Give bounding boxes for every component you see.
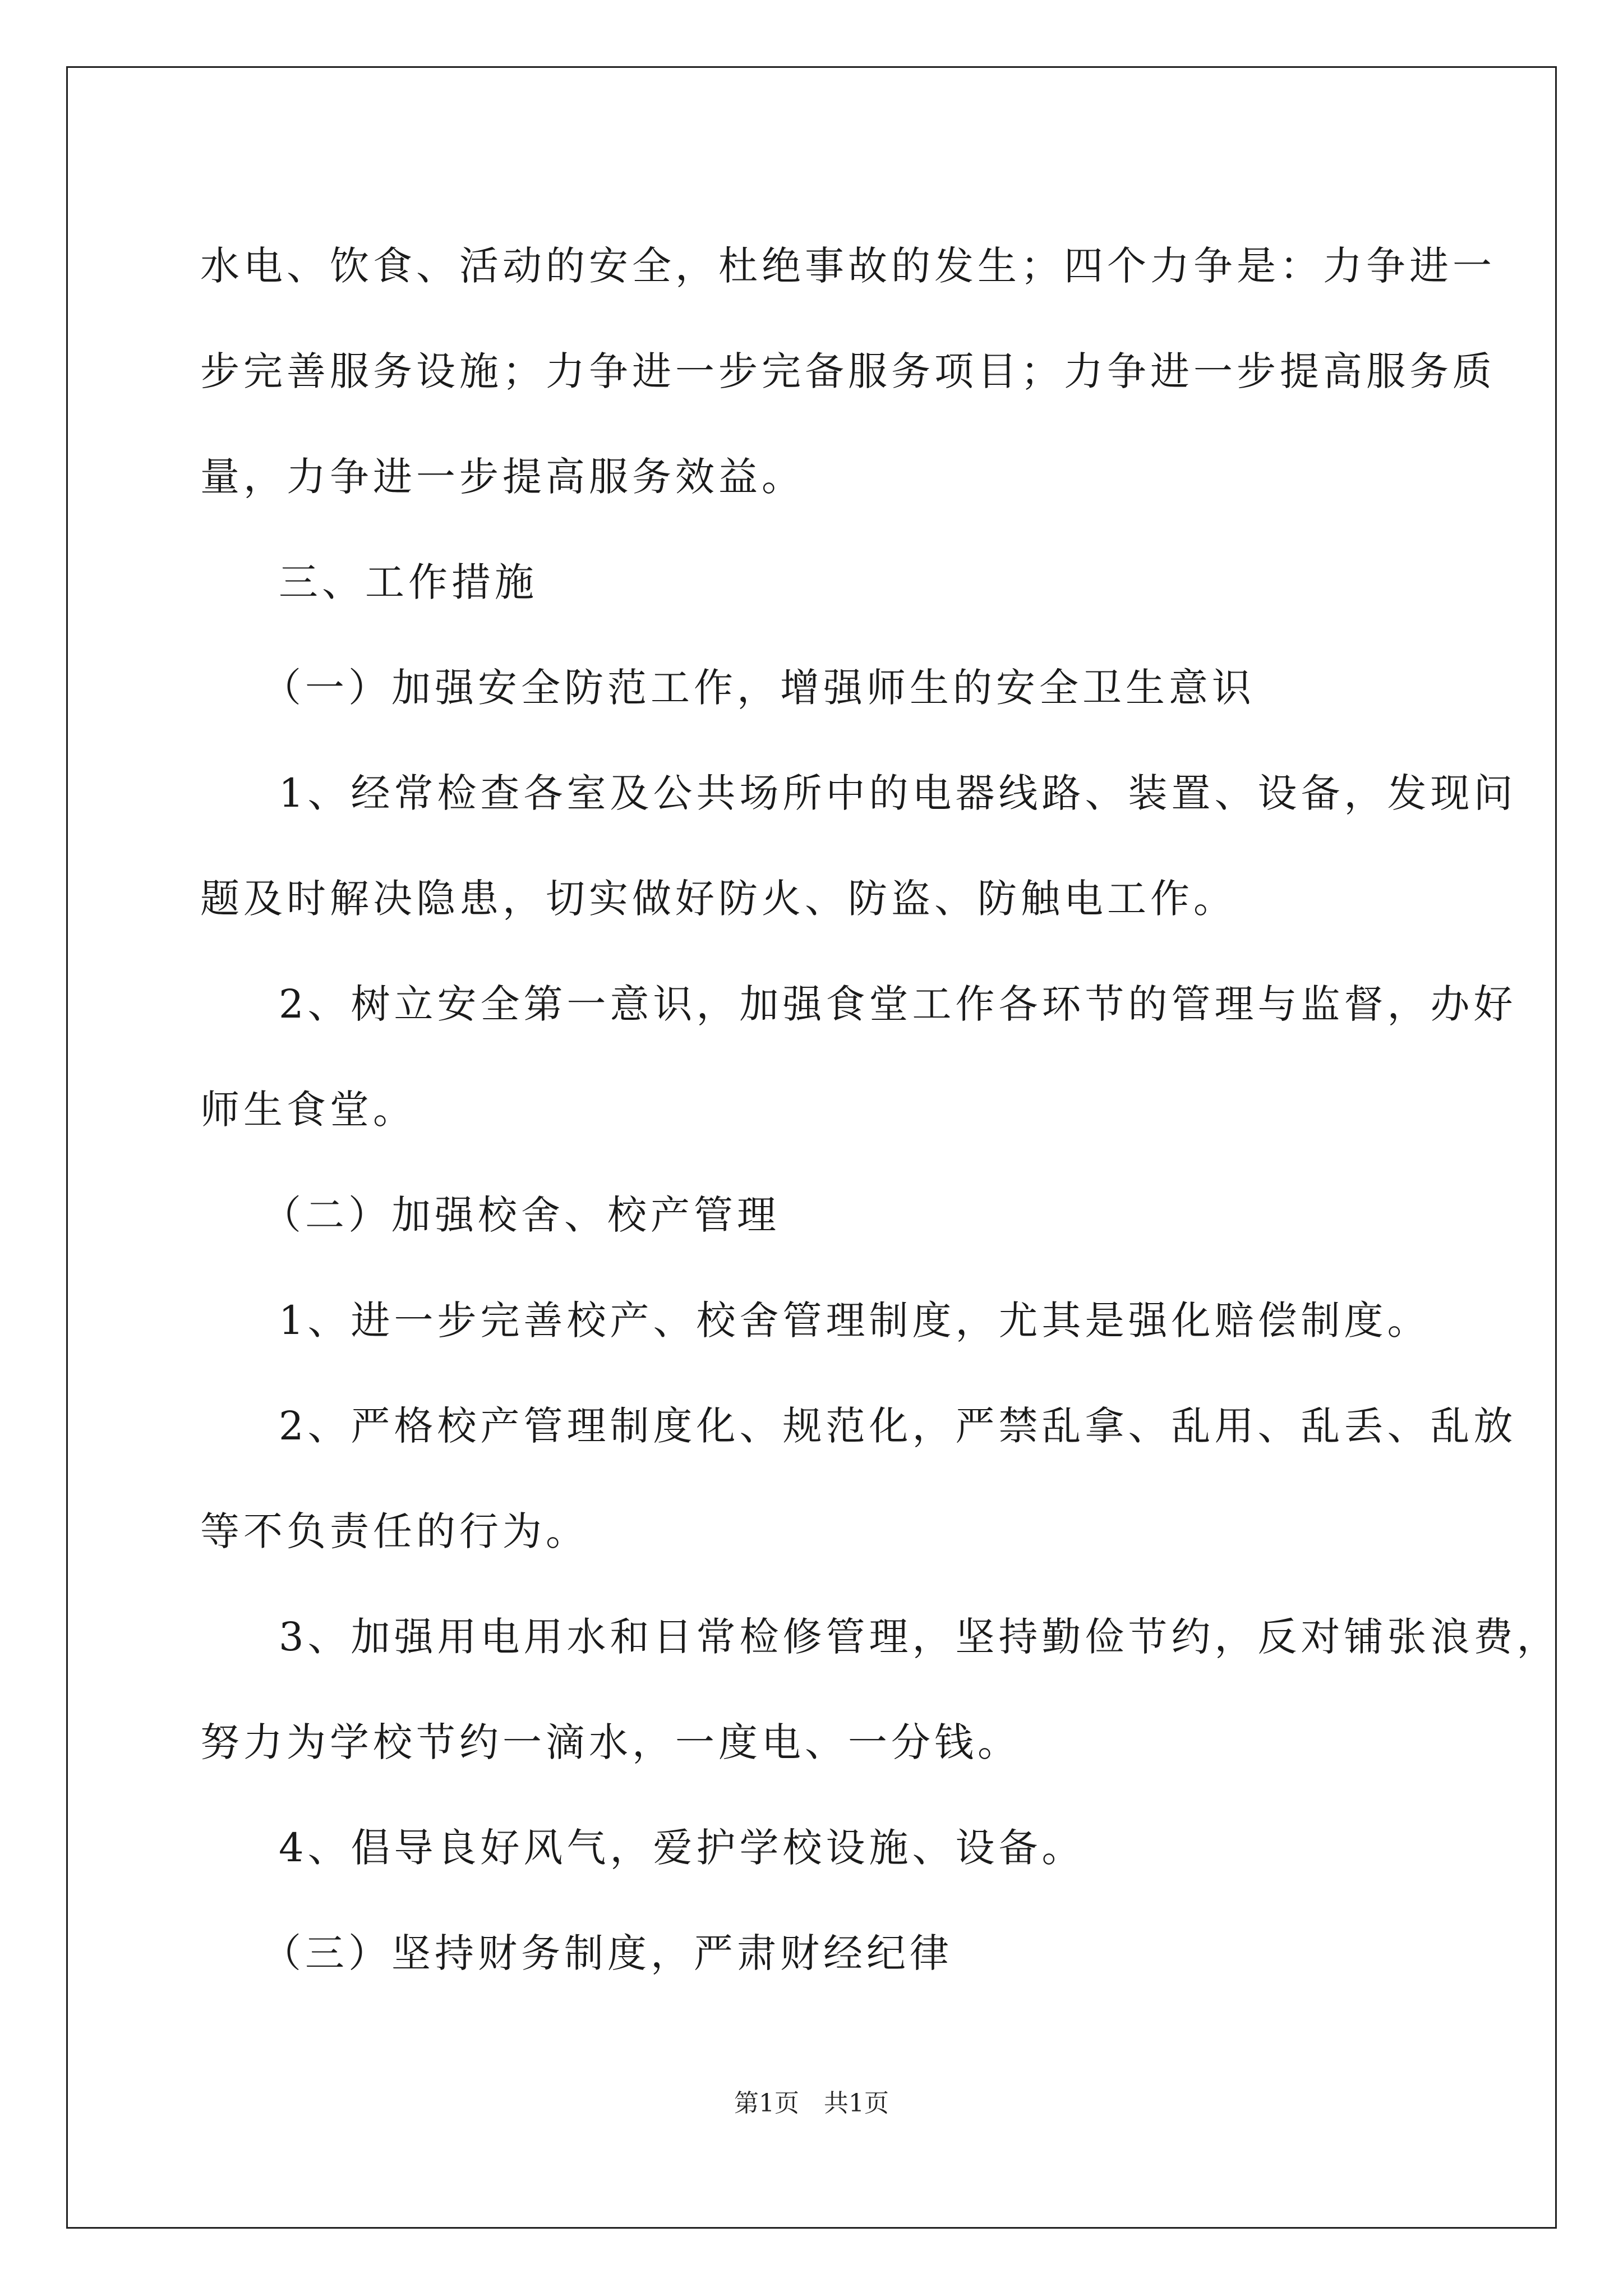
paragraph-line: 1、经常检查各室及公共场所中的电器线路、装置、设备，发现问 <box>279 770 1517 816</box>
subsection-heading: （一）加强安全防范工作，增强师生的安全卫生意识 <box>262 665 1255 711</box>
subsection-heading: （二）加强校舍、校产管理 <box>262 1192 780 1238</box>
paragraph-line: 步完善服务设施；力争进一步完备服务项目；力争进一步提高服务质 <box>200 348 1496 394</box>
paragraph-line: 量，力争进一步提高服务效益。 <box>200 454 805 500</box>
section-heading: 三、工作措施 <box>279 559 538 605</box>
paragraph-line: 3、加强用电用水和日常检修管理，坚持勤俭节约，反对铺张浪费， <box>279 1614 1560 1660</box>
page-number-footer: 第1页 共1页 <box>734 2089 889 2118</box>
paragraph-line: 等不负责任的行为。 <box>200 1508 589 1554</box>
paragraph-line: 4、倡导良好风气，爱护学校设施、设备。 <box>279 1825 1085 1871</box>
paragraph-line: 努力为学校节约一滴水，一度电、一分钱。 <box>200 1719 1021 1765</box>
paragraph-line: 题及时解决隐患，切实做好防火、防盗、防触电工作。 <box>200 876 1237 922</box>
paragraph-line: 2、树立安全第一意识，加强食堂工作各环节的管理与监督，办好 <box>279 981 1517 1027</box>
paragraph-line: 师生食堂。 <box>200 1087 416 1133</box>
paragraph-line: 水电、饮食、活动的安全，杜绝事故的发生；四个力争是：力争进一 <box>200 243 1496 289</box>
document-body <box>200 213 1560 2006</box>
paragraph-line: 1、进一步完善校产、校舍管理制度，尤其是强化赔偿制度。 <box>279 1297 1431 1343</box>
subsection-heading: （三）坚持财务制度，严肃财经纪律 <box>262 1930 953 1976</box>
paragraph-line: 2、严格校产管理制度化、规范化，严禁乱拿、乱用、乱丢、乱放 <box>279 1403 1517 1449</box>
